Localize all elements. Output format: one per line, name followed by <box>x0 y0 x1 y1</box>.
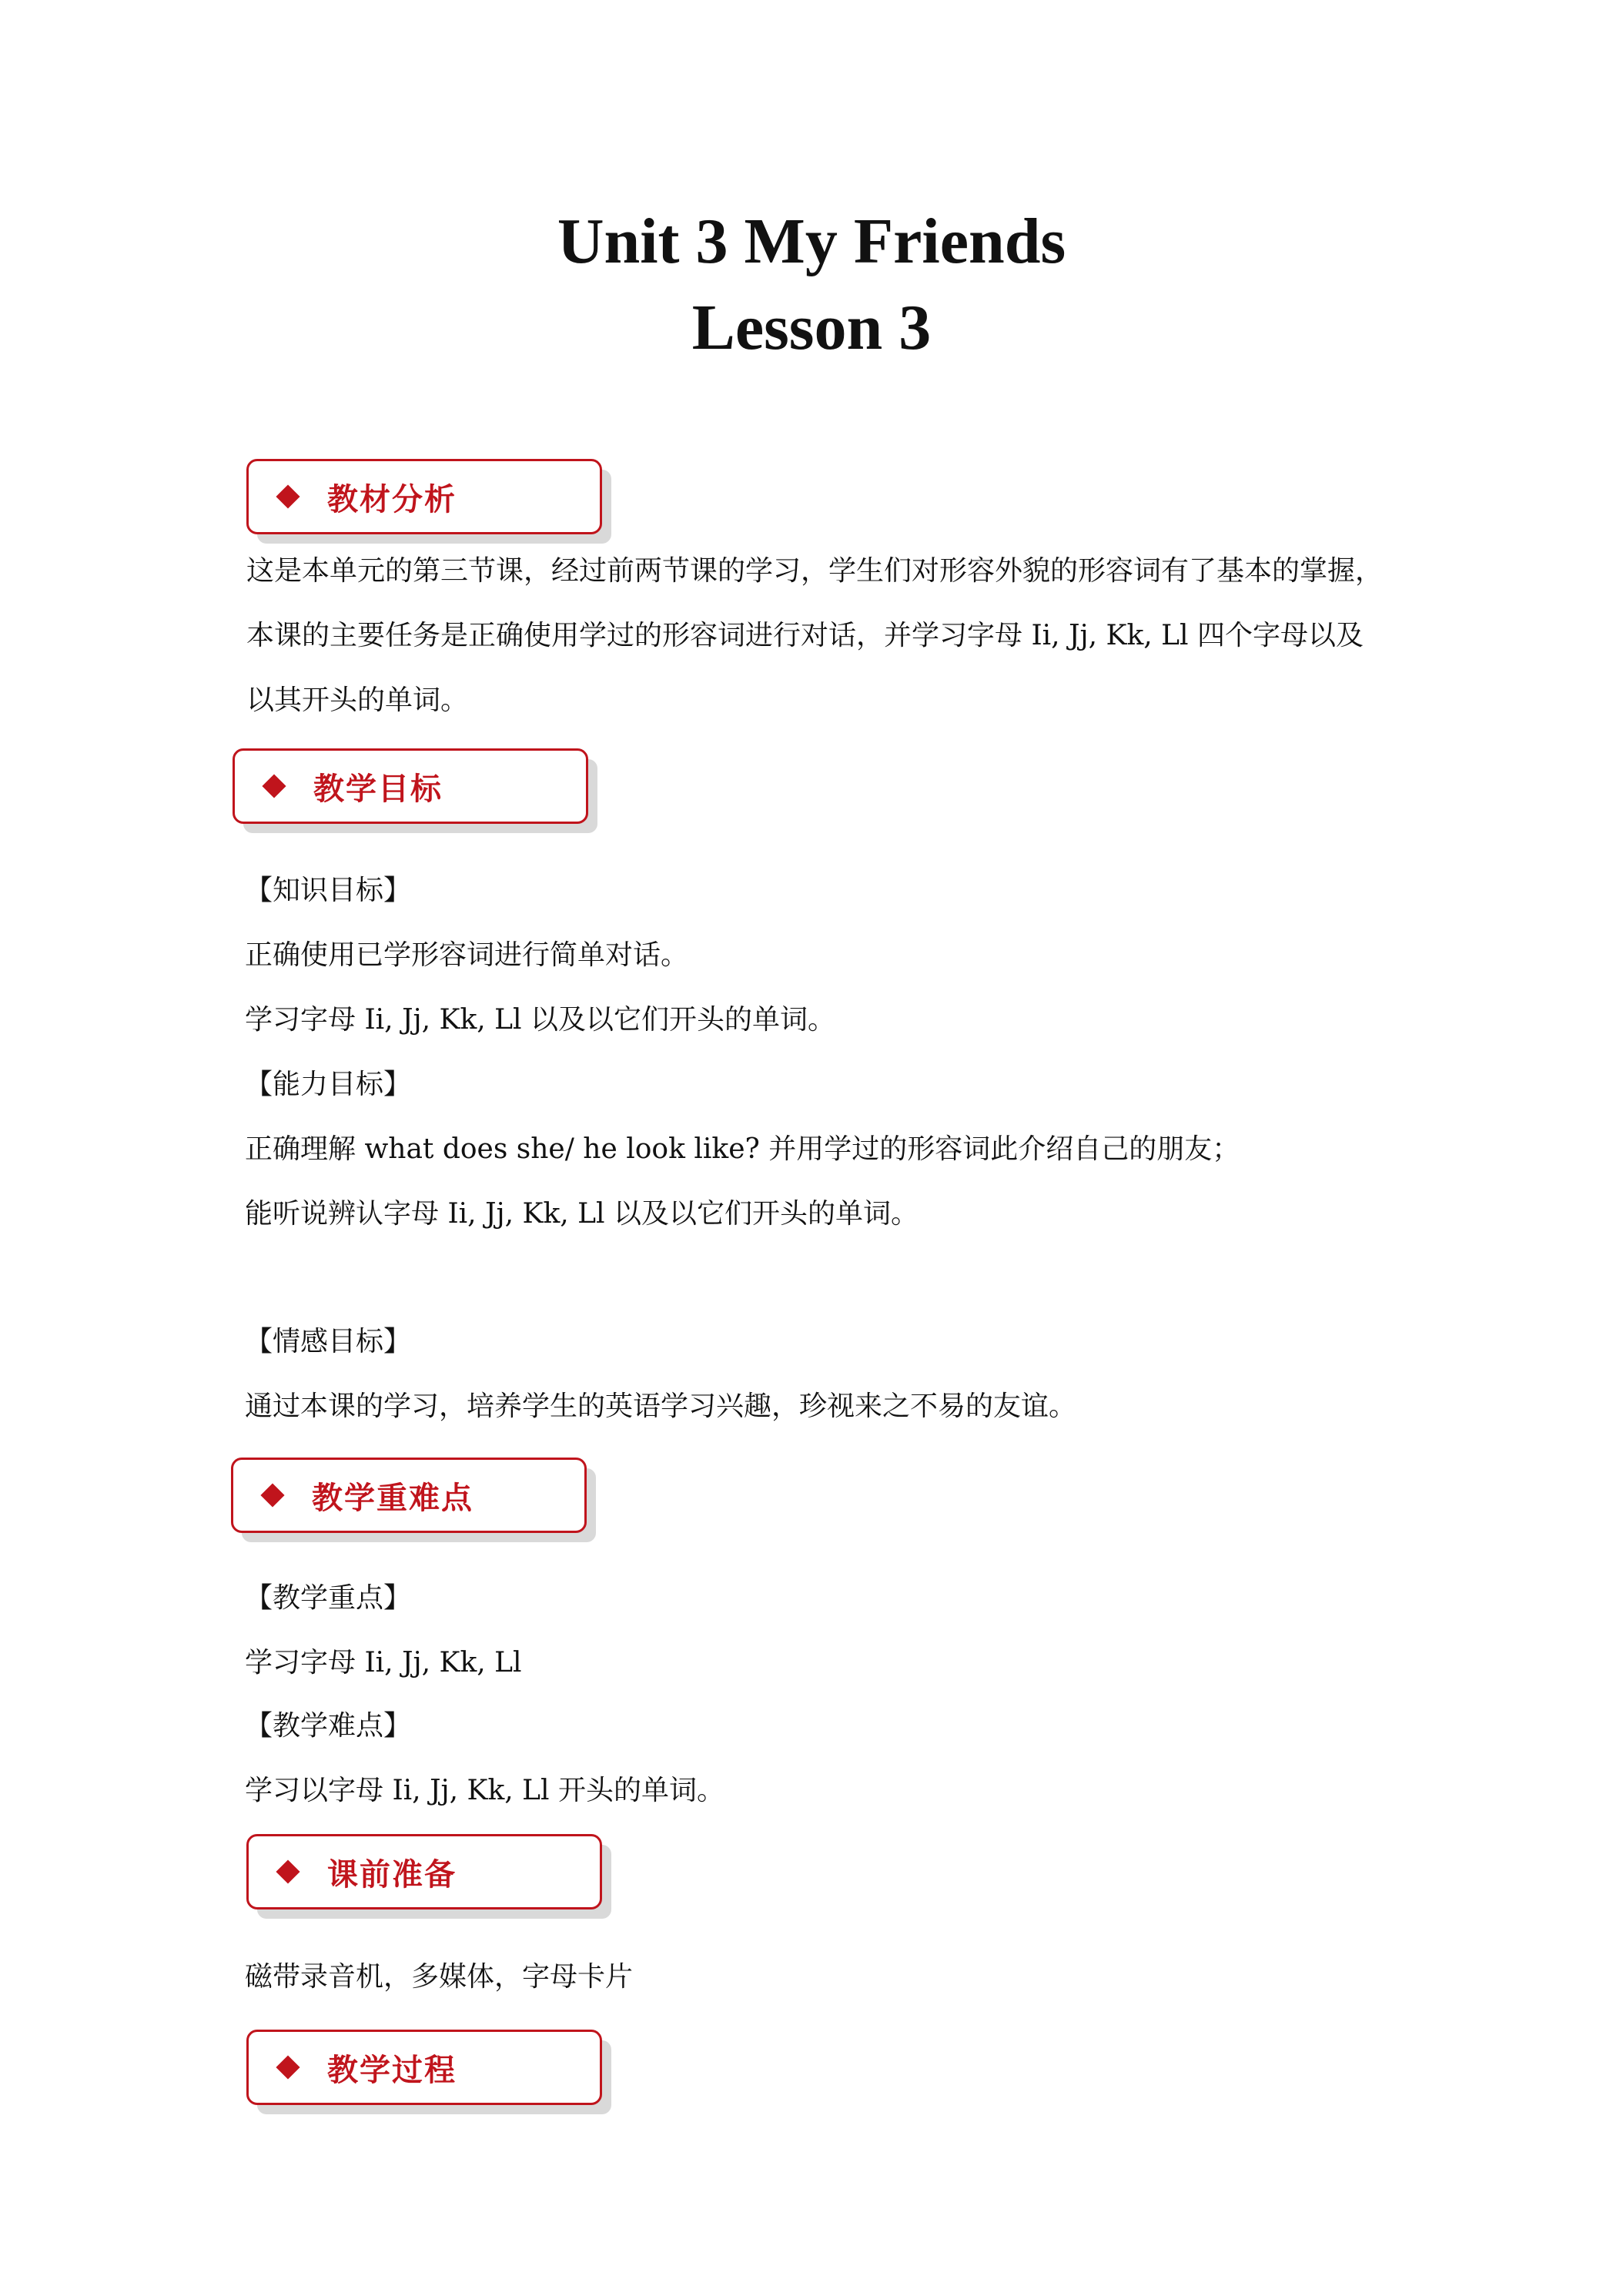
teaching-difficulty-line: 学习以字母 Ii, Jj, Kk, Ll 开头的单词。 <box>245 1775 725 1806</box>
diamond-icon <box>260 1483 284 1507</box>
section-header-teaching-goals <box>233 748 587 822</box>
document-title: Unit 3 My Friends <box>557 206 1066 277</box>
section-header-material-analysis <box>246 459 601 533</box>
ability-goal-heading: 【能力目标】 <box>245 1069 412 1100</box>
material-analysis-paragraph: 这是本单元的第三节课，经过前两节课的学习，学生们对形容外貌的形容词有了基本的掌握，本课的主要任务是正确使用学过的形容词进行对话，并学习字母 Ii, Jj, Kk, Ll 四个字母以及以其开头的单词。 <box>246 555 1384 716</box>
section-header-process <box>246 2030 601 2104</box>
diamond-icon <box>276 2055 300 2079</box>
knowledge-goal-line: 正确使用已学形容词进行简单对话。 <box>245 939 689 971</box>
ability-goal-line: 能听说辨认字母 Ii, Jj, Kk, Ll 以及以它们开头的单词。 <box>245 1198 919 1230</box>
preparation-line: 磁带录音机，多媒体，字母卡片 <box>245 1961 634 1993</box>
ability-goal-line: 正确理解 what does she/ he look like? 并用学过的形容词此介绍自己的朋友； <box>245 1133 1240 1165</box>
section-header-frame <box>231 1458 587 1533</box>
document-subtitle: Lesson 3 <box>691 292 932 363</box>
section-header-label: 教学目标 <box>313 771 443 807</box>
section-header-frame <box>233 748 588 824</box>
section-header-frame <box>246 459 602 534</box>
teaching-difficulty-heading: 【教学难点】 <box>245 1710 412 1742</box>
emotion-goal-heading: 【情感目标】 <box>245 1326 412 1357</box>
section-header-frame <box>246 2030 602 2105</box>
diamond-icon <box>262 774 286 798</box>
knowledge-goal-heading: 【知识目标】 <box>245 875 412 906</box>
section-header-label: 教学过程 <box>327 2052 457 2088</box>
teaching-focus-heading: 【教学重点】 <box>245 1582 412 1614</box>
diamond-icon <box>276 1859 300 1883</box>
diamond-icon <box>276 484 300 508</box>
knowledge-goal-line: 学习字母 Ii, Jj, Kk, Ll 以及以它们开头的单词。 <box>245 1004 836 1036</box>
section-header-frame <box>246 1834 602 1909</box>
section-header-preparation <box>246 1834 601 1908</box>
section-header-label: 课前准备 <box>327 1856 457 1893</box>
section-header-key-points <box>231 1458 585 1531</box>
teaching-focus-line: 学习字母 Ii, Jj, Kk, Ll <box>245 1647 522 1678</box>
section-header-label: 教材分析 <box>327 481 457 517</box>
emotion-goal-line: 通过本课的学习，培养学生的英语学习兴趣，珍视来之不易的友谊。 <box>245 1391 1077 1422</box>
section-header-label: 教学重难点 <box>312 1480 474 1516</box>
